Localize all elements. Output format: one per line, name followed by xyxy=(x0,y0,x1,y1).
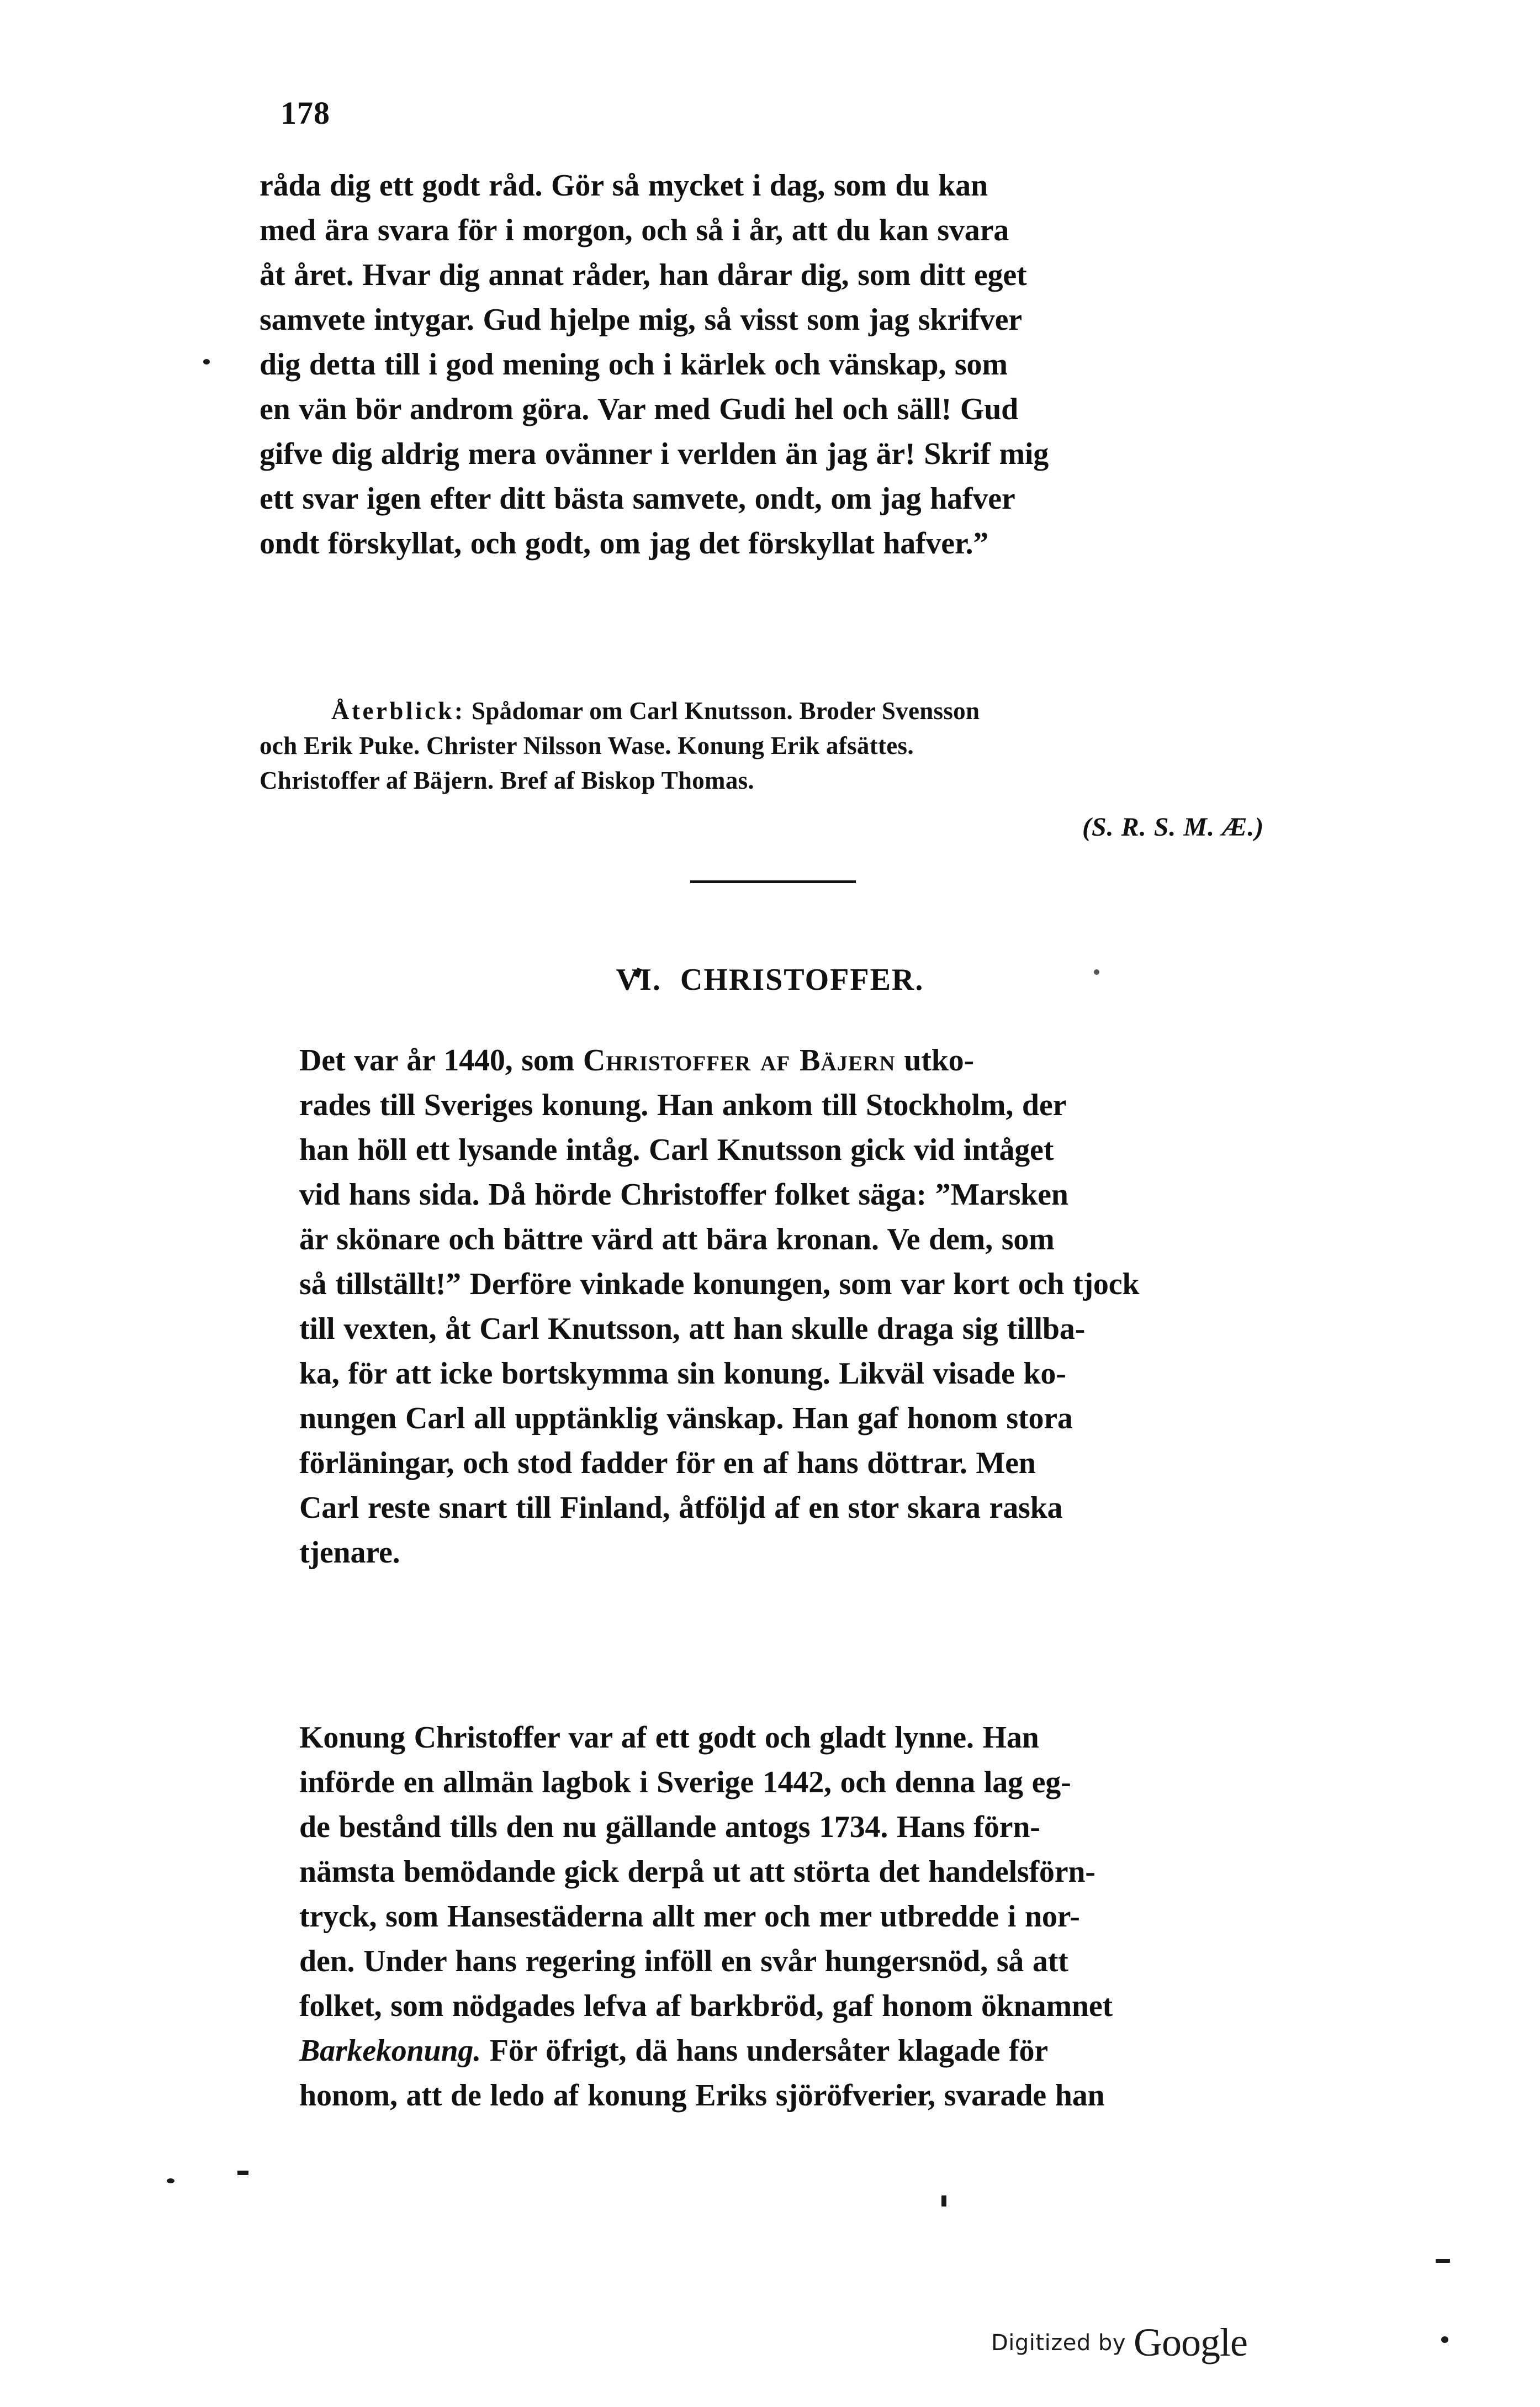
text-line: de bestånd tills den nu gällande antogs 1734. Hans förn- xyxy=(299,1810,1040,1844)
recap-label: Återblick: xyxy=(331,697,465,725)
chapter-heading xyxy=(0,962,1540,997)
text-line: ka, för att icke bortskymma sin konung. Likväl visade ko- xyxy=(299,1356,1066,1391)
scan-speck xyxy=(1436,2259,1450,2263)
text-line: samvete intygar. Gud hjelpe mig, så visst som jag skrifver xyxy=(260,303,1022,337)
text-line: Konung Christoffer var af ett godt och gladt lynne. Han xyxy=(299,1720,1039,1755)
text-line: gifve dig aldrig mera ovänner i verlden än jag är! Skrif mig xyxy=(260,437,1049,471)
scan-speck xyxy=(203,359,210,365)
recap-line xyxy=(260,694,1317,729)
recap-block xyxy=(260,694,1317,798)
paragraph-body xyxy=(260,1038,1309,1575)
recap-line: Christoffer af Bäjern. Bref af Biskop Thomas. xyxy=(260,767,754,794)
text-line xyxy=(260,1038,1309,1083)
text-line: med ära svara för i morgon, och så i år, att du kan svara xyxy=(260,213,1009,247)
text-line: Carl reste snart till Finland, åtföljd af en stor skara raska xyxy=(299,1491,1063,1525)
scan-speck xyxy=(1441,2336,1448,2343)
text-line: dig detta till i god mening och i kärlek och vänskap, som xyxy=(260,347,1008,382)
text-line: rades till Sveriges konung. Han ankom till Stockholm, der xyxy=(299,1088,1067,1122)
section-divider xyxy=(690,880,856,883)
google-wordmark: Google xyxy=(1134,2320,1247,2364)
recap-line: och Erik Puke. Christer Nilsson Wase. Konung Erik afsättes. xyxy=(260,732,914,759)
text-run: Det var år 1440, som xyxy=(299,1043,583,1078)
page-number: 178 xyxy=(281,95,330,131)
text-line: till vexten, åt Carl Knutsson, att han skulle draga sig tillba- xyxy=(299,1312,1086,1346)
scan-speck xyxy=(237,2171,248,2175)
text-line: tryck, som Hansestäderna allt mer och mer utbredde i nor- xyxy=(299,1899,1080,1934)
text-line xyxy=(260,2029,1309,2073)
chapter-paragraph-two xyxy=(260,1715,1309,2118)
text-line: vid hans sida. Då hörde Christoffer folket säga: ”Marsken xyxy=(299,1178,1068,1212)
text-line: åt året. Hvar dig annat råder, han dårar dig, som ditt eget xyxy=(260,258,1027,292)
text-line: den. Under hans regering inföll en svår hungersnöd, så att xyxy=(299,1944,1068,1978)
text-line: så tillställt!” Derföre vinkade konungen, som var kort och tjock xyxy=(299,1267,1140,1301)
text-line: förläningar, och stod fadder för en af hans döttrar. Men xyxy=(299,1446,1036,1480)
text-line: nungen Carl all upptänklig vänskap. Han gaf honom stora xyxy=(299,1401,1073,1435)
paragraph-letter xyxy=(260,163,1309,566)
scan-speck xyxy=(167,2178,174,2183)
text-line: en vän bör androm göra. Var med Gudi hel och säll! Gud xyxy=(260,392,1019,426)
chapter-title: CHRISTOFFER. xyxy=(680,963,924,997)
text-line: är skönare och bättre värd att bära kronan. Ve dem, som xyxy=(299,1222,1055,1257)
text-line: ett svar igen efter ditt bästa samvete, ondt, om jag hafver xyxy=(260,482,1015,516)
text-line: han höll ett lysande intåg. Carl Knutsson gick vid intåget xyxy=(299,1133,1054,1167)
person-name-smallcaps: Christoffer af Bäjern xyxy=(583,1043,896,1078)
text-line: råda dig ett godt råd. Gör så mycket i dag, som du kan xyxy=(260,168,988,203)
text-run: utko- xyxy=(895,1043,974,1078)
text-line: nämsta bemödande gick derpå ut att störta det handelsförn- xyxy=(299,1855,1096,1889)
text-line: honom, att de ledo af konung Eriks sjöröfverier, svarade han xyxy=(299,2078,1105,2113)
text-line: folket, som nödgades lefva af barkbröd, gaf honom öknamnet xyxy=(299,1989,1113,2023)
recap-line-text: Spådomar om Carl Knutsson. Broder Svensson xyxy=(472,697,980,725)
nickname-italic: Barkekonung. xyxy=(299,2034,481,2068)
chapter-paragraph-one xyxy=(260,1038,1309,1575)
scan-speck xyxy=(941,2195,946,2207)
text-line: tjenare. xyxy=(299,1535,400,1570)
letter-paragraph xyxy=(260,163,1309,566)
text-line: införde en allmän lagbok i Sverige 1442, och denna lag eg- xyxy=(299,1765,1071,1799)
chapter-number: VI. xyxy=(616,963,661,997)
digitized-by-label: Digitized by xyxy=(991,2330,1126,2356)
text-run: För öfrigt, dä hans undersåter klagade för xyxy=(481,2034,1048,2068)
text-line: ondt förskyllat, och godt, om jag det förskyllat hafver.” xyxy=(260,526,989,561)
digitized-by-watermark xyxy=(991,2314,1247,2364)
source-citation: (S. R. S. M. Æ.) xyxy=(1082,812,1264,842)
paragraph-body xyxy=(260,1715,1309,2118)
